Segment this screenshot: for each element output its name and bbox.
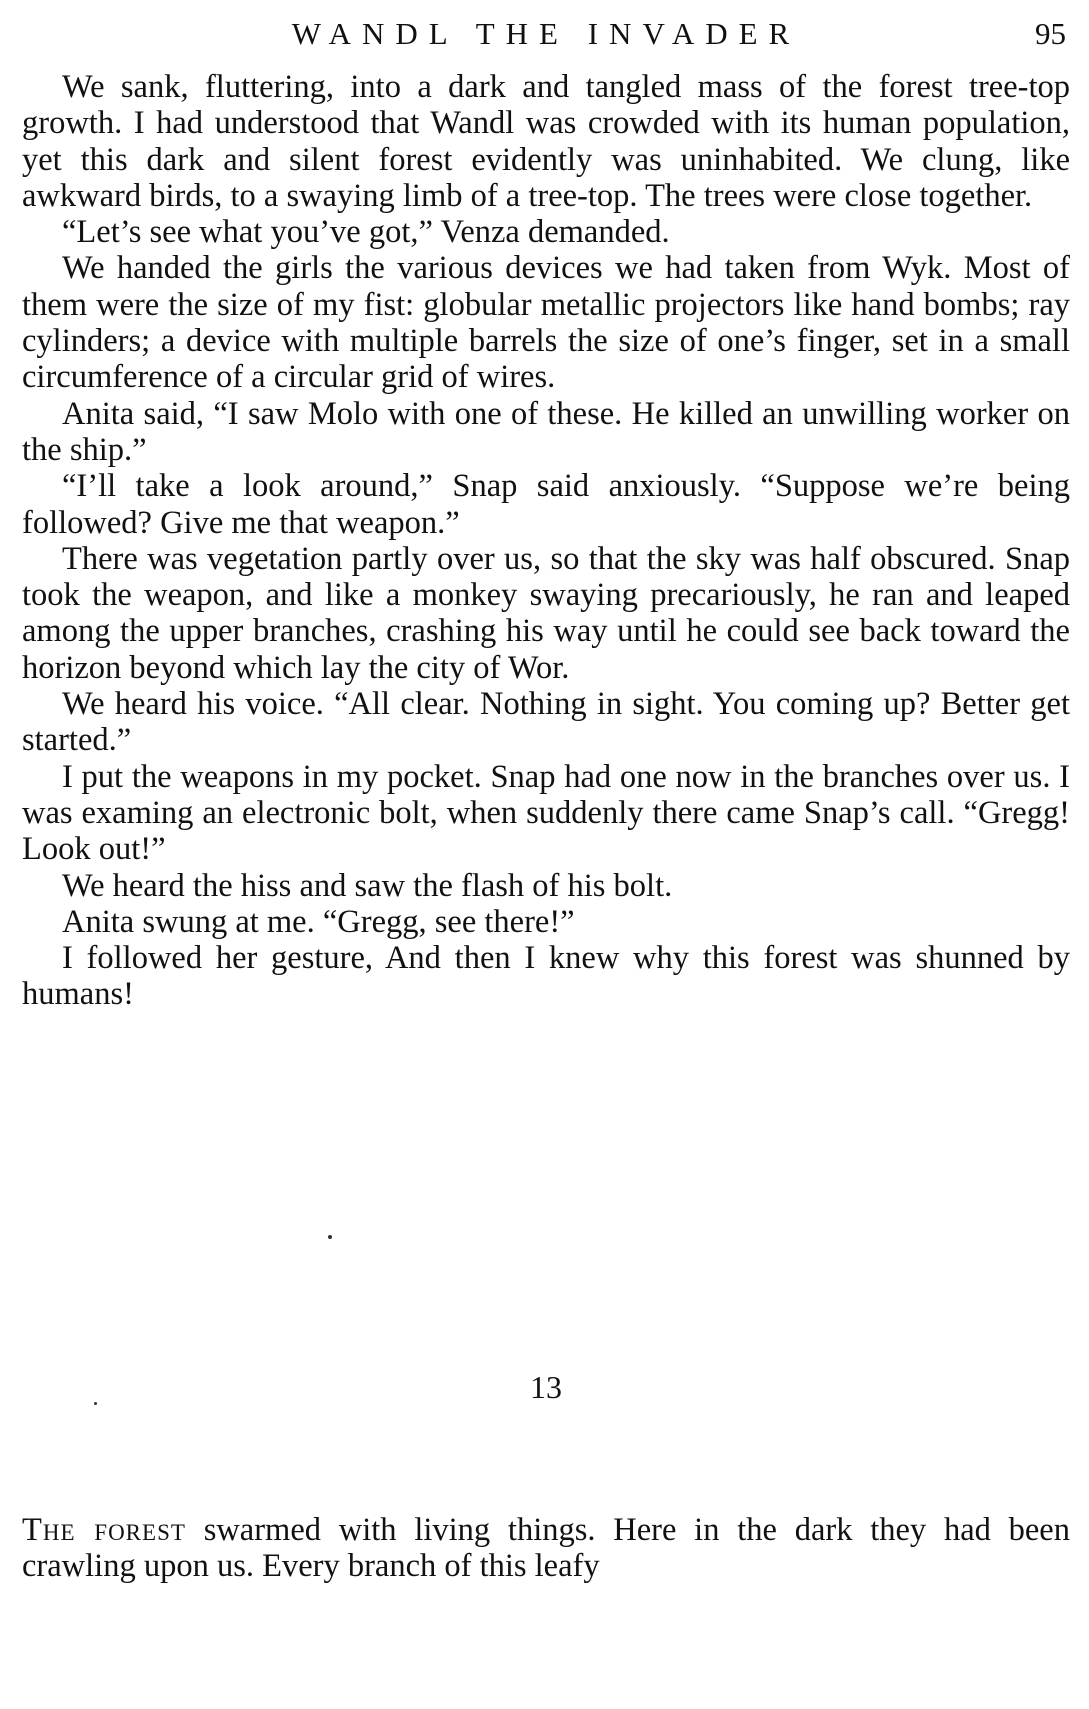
- paragraph: Anita said, “I saw Molo with one of these. He killed an unwilling worker on the ship.”: [22, 395, 1070, 468]
- paragraph: We heard the hiss and saw the flash of his bolt.: [62, 867, 673, 904]
- paragraph: We handed the girls the various devices we had taken from Wyk. Most of them were the size of my fist: globular metallic projectors like hand bombs; ray cylinders; a device with multiple barrels the size of one’s finger, set in a small circumference of a circular grid of wires.: [22, 250, 1070, 396]
- body-text: [22, 69, 1070, 1013]
- paragraph: We heard his voice. “All clear. Nothing in sight. You coming up? Better get started.”: [22, 686, 1070, 759]
- paragraph: Anita swung at me. “Gregg, see there!”: [62, 903, 575, 940]
- page-header: [22, 14, 1070, 54]
- page-number: 95: [1035, 16, 1066, 51]
- chapter-opening-text: swarmed with living things. Here in the dark they had been crawling upon us. Every branch of this leafy: [22, 1512, 1070, 1585]
- book-page: [22, 0, 1070, 1709]
- chapter-opening-paragraph: [22, 1512, 1070, 1585]
- paragraph: I put the weapons in my pocket. Snap had one now in the branches over us. I was examing an electronic bolt, when suddenly there came Snap’s call. “Gregg! Look out!”: [22, 758, 1070, 868]
- chapter-opening-smallcaps: The forest: [22, 1512, 186, 1548]
- print-speck: [94, 1402, 97, 1405]
- chapter-opening: [22, 1512, 1070, 1585]
- paragraph: I followed her gesture, And then I knew why this forest was shunned by humans!: [22, 940, 1070, 1013]
- paragraph: “I’ll take a look around,” Snap said anxiously. “Suppose we’re being followed? Give me that weapon.”: [22, 468, 1070, 541]
- chapter-number: 13: [530, 1369, 562, 1405]
- paragraph: We sank, fluttering, into a dark and tangled mass of the forest tree-top growth. I had understood that Wandl was crowded with its human population, yet this dark and silent forest evidently was uninhabited. We clung, like awkward birds, to a swaying limb of a tree-top. The trees were close together.: [22, 69, 1070, 214]
- running-title: WANDL THE INVADER: [291, 16, 801, 51]
- paragraph: There was vegetation partly over us, so that the sky was half obscured. Snap took the weapon, and like a monkey swaying precariously, he ran and leaped among the upper branches, crashing his way until he could see back toward the horizon beyond which lay the city of Wor.: [22, 540, 1070, 686]
- print-speck: [328, 1235, 332, 1239]
- paragraph: “Let’s see what you’ve got,” Venza demanded.: [62, 214, 670, 251]
